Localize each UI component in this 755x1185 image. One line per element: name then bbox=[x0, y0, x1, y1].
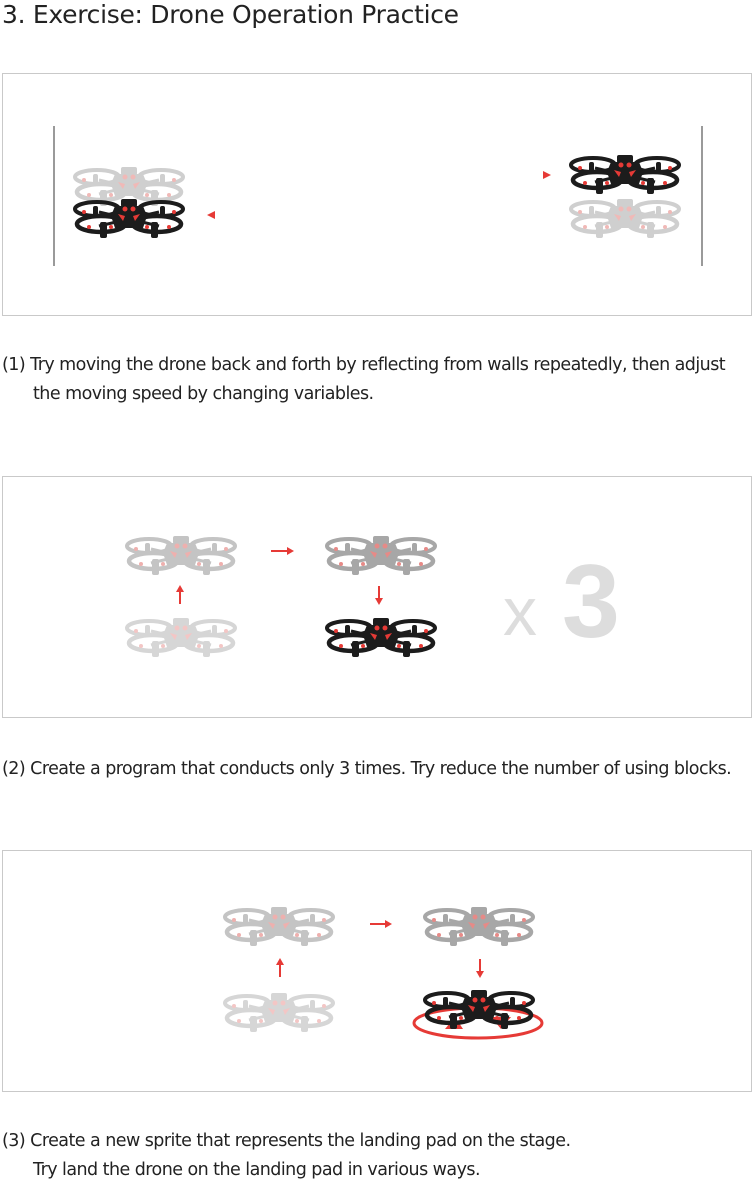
caption-line: (1) Try moving the drone back and forth by reflecting from walls repeatedly, then adjust bbox=[2, 355, 726, 375]
drone-icon-faded bbox=[425, 907, 533, 946]
drone-icon-faded bbox=[225, 907, 333, 946]
drone-icon bbox=[571, 155, 679, 194]
caption-line: Try land the drone on the landing pad in various ways. bbox=[33, 1160, 480, 1180]
arrow-left-icon bbox=[207, 211, 551, 219]
exercise-1-illustration bbox=[2, 73, 752, 316]
exercise-3-illustration bbox=[2, 850, 752, 1092]
caption-line: (3) Create a new sprite that represents the landing pad on the stage. bbox=[2, 1131, 571, 1151]
back-and-forth-diagram bbox=[3, 74, 753, 317]
arrow-right-icon bbox=[370, 920, 392, 928]
drone-icon bbox=[425, 990, 533, 1029]
exercise-1-caption bbox=[2, 351, 725, 409]
repeat-count-label: 3 bbox=[562, 544, 620, 660]
arrow-up-icon bbox=[276, 958, 284, 977]
arrow-down-icon bbox=[375, 586, 383, 605]
arrow-right-icon bbox=[271, 547, 294, 555]
drone-icon-faded bbox=[127, 536, 235, 575]
page-title: 3. Exercise: Drone Operation Practice bbox=[2, 0, 459, 29]
drone-icon-faded bbox=[571, 199, 679, 238]
drone-icon-faded bbox=[127, 618, 235, 657]
exercise-2-caption bbox=[2, 755, 731, 784]
drone-icon-faded bbox=[225, 993, 333, 1032]
caption-line: (2) Create a program that conducts only 3 times. Try reduce the number of using blocks. bbox=[2, 759, 732, 779]
exercise-3-caption bbox=[2, 1127, 570, 1185]
drone-icon-faded bbox=[327, 536, 435, 575]
drone-icon bbox=[327, 618, 435, 657]
repeat-x-label: x bbox=[503, 574, 537, 650]
drone-icon bbox=[75, 199, 183, 238]
caption-line: the moving speed by changing variables. bbox=[33, 384, 374, 404]
arrow-right-icon bbox=[206, 171, 551, 179]
arrow-down-icon bbox=[476, 959, 484, 978]
arrow-up-icon bbox=[176, 585, 184, 604]
loop-diagram bbox=[3, 477, 753, 719]
landing-pad-diagram bbox=[3, 851, 753, 1093]
exercise-2-illustration bbox=[2, 476, 752, 718]
